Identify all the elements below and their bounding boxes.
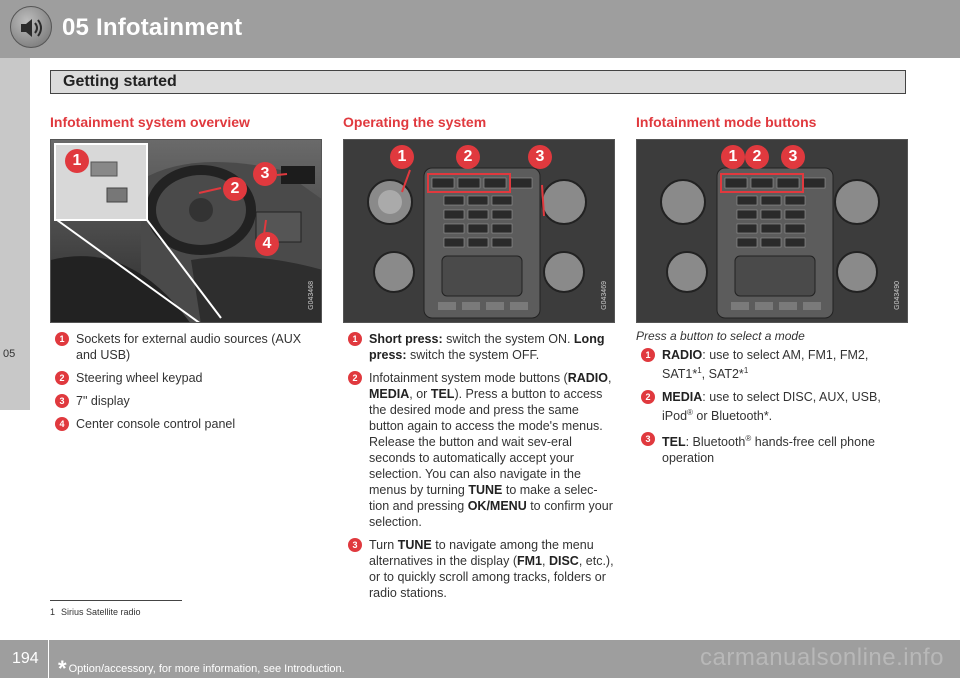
- callout-3: 3: [528, 145, 552, 169]
- asterisk-icon: *: [58, 656, 67, 678]
- item-list: [636, 347, 908, 466]
- column-title: Infotainment system overview: [50, 114, 250, 130]
- column-operating-system: [343, 114, 615, 608]
- item-list: [343, 331, 615, 601]
- list-item: 2 MEDIA: use to select DISC, AUX, USB, iPod® or Bluetooth*.: [636, 389, 908, 424]
- side-tab-label: 05: [3, 348, 16, 360]
- dashboard-photo: [50, 139, 322, 323]
- callout-1: 1: [65, 149, 89, 173]
- list-item: 2 Steering wheel keypad: [50, 370, 322, 386]
- column-mode-buttons: [636, 114, 908, 473]
- column-title: Operating the system: [343, 114, 487, 130]
- watermark: carmanualsonline.info: [700, 644, 944, 671]
- callout-2: 2: [223, 177, 247, 201]
- callout-2: 2: [745, 145, 769, 169]
- list-item: 1 Short press: switch the system ON. Long press: switch the system OFF.: [343, 331, 615, 363]
- column-system-overview: [50, 114, 322, 439]
- callout-1: 1: [721, 145, 745, 169]
- speaker-icon: [10, 6, 52, 48]
- mode-buttons-photo: [636, 139, 908, 323]
- section-title: Getting started: [63, 73, 177, 90]
- footnote-number: 1: [50, 607, 56, 617]
- page-footer: [0, 640, 960, 678]
- list-item: 3 TEL: Bluetooth® hands-free cell phone operation: [636, 431, 908, 466]
- chapter-header: [0, 0, 960, 58]
- callout-4: 4: [255, 232, 279, 256]
- photo-caption: Press a button to select a mode: [636, 329, 805, 343]
- item-list: [50, 331, 322, 432]
- footer-divider: [48, 640, 49, 678]
- chapter-side-tab: [0, 58, 30, 410]
- footnote-rule: [50, 600, 182, 601]
- list-item: 2 Infotainment system mode buttons (RADIO, MEDIA, or TEL). Press a button to access the desired mode and press the same button again to access the mode's menus. Release the button and wait sev-eral seconds to automatically accept your selection. You can also navigate in the menus by turning TUNE to make a selec-tion and pressing OK/MENU to confirm your selection.: [343, 370, 615, 530]
- footnote: [50, 607, 141, 617]
- list-item: 3 7" display: [50, 393, 322, 409]
- callout-3: 3: [781, 145, 805, 169]
- footer-note: * Option/accessory, for more information, see Introduction.: [58, 652, 345, 678]
- callout-3: 3: [253, 162, 277, 186]
- section-bar: [50, 70, 906, 94]
- photo-code: G043469: [601, 281, 608, 310]
- callout-2: 2: [456, 145, 480, 169]
- list-item: 1 Sockets for external audio sources (AUX and USB): [50, 331, 322, 363]
- list-item: 4 Center console control panel: [50, 416, 322, 432]
- photo-code: G043490: [894, 281, 901, 310]
- footnote-text: Sirius Satellite radio: [61, 607, 141, 617]
- control-panel-photo: [343, 139, 615, 323]
- list-item: 3 Turn TUNE to navigate among the menu alternatives in the display (FM1, DISC, etc.), or to quickly scroll among tracks, folders or radio stations.: [343, 537, 615, 601]
- photo-code: G043468: [308, 281, 315, 310]
- page-number: 194: [12, 650, 39, 667]
- column-title: Infotainment mode buttons: [636, 114, 817, 130]
- list-item: 1 RADIO: use to select AM, FM1, FM2, SAT1*$^1$, SAT2*$^1$: [636, 347, 908, 382]
- chapter-title: 05 Infotainment: [62, 14, 243, 41]
- callout-1: 1: [390, 145, 414, 169]
